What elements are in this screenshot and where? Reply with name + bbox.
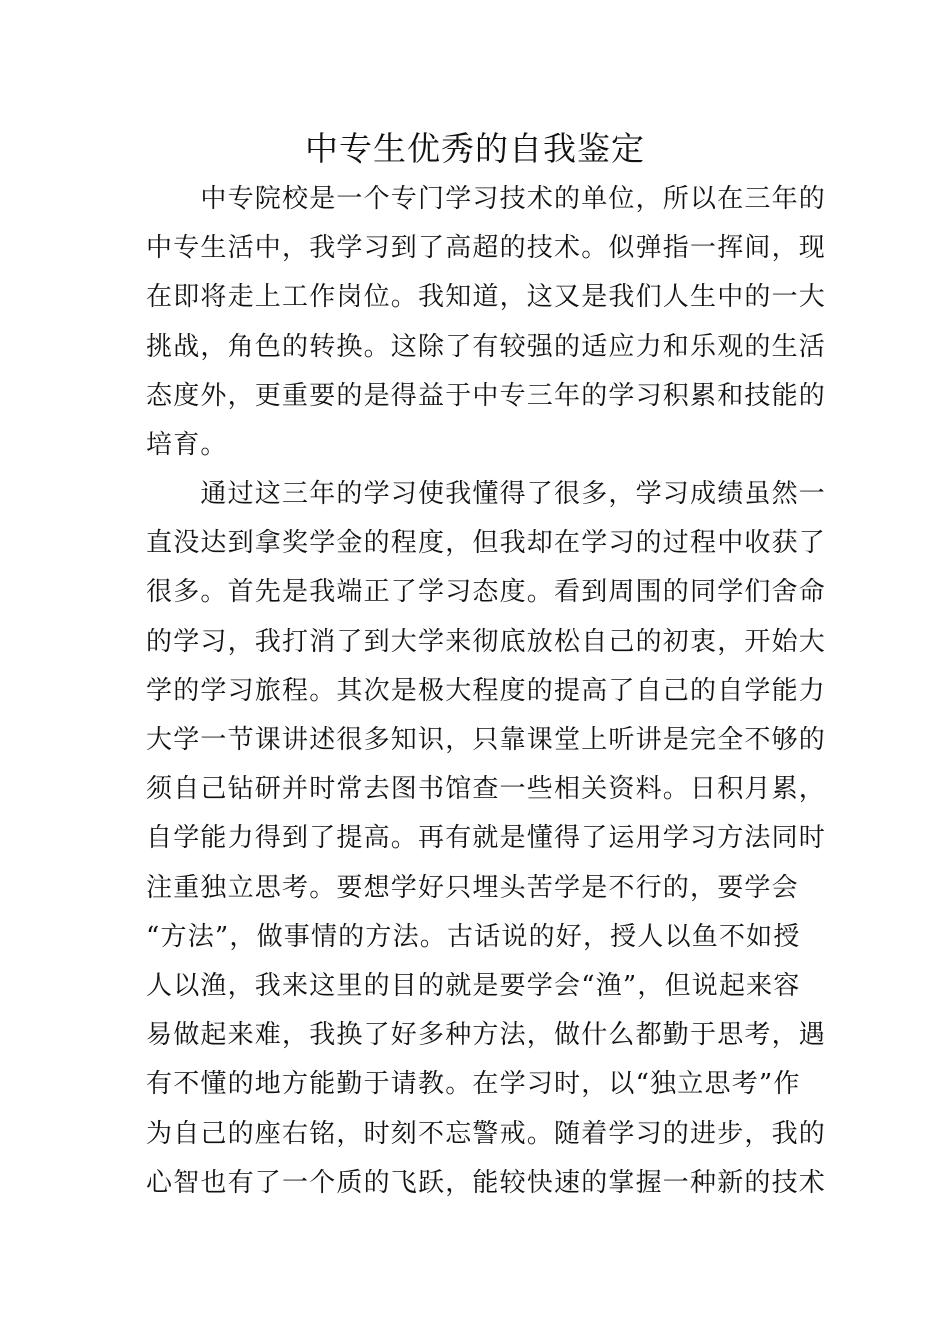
paragraph-line: 心智也有了一个质的飞跃，能较快速的掌握一种新的技术 xyxy=(146,1167,827,1198)
paragraph-line: 人以渔，我来这里的目的就是要学会“渔”，但说起来容 xyxy=(146,971,801,1002)
paragraph-line: 学的学习旅程。其次是极大程度的提高了自己的自学能力 xyxy=(146,675,827,706)
paragraph-1 xyxy=(146,175,827,470)
document-title: 中专生优秀的自我鉴定 xyxy=(305,129,645,168)
paragraph-line: 直没达到拿奖学金的程度，但我却在学习的过程中收获了 xyxy=(146,528,827,559)
paragraph-line: 为自己的座右铭，时刻不忘警戒。随着学习的进步，我的 xyxy=(146,1118,827,1149)
paragraph-line: 中专院校是一个专门学习技术的单位，所以在三年的 xyxy=(146,184,827,214)
paragraph-line: 挑战，角色的转换。这除了有较强的适应力和乐观的生活 xyxy=(146,331,827,362)
paragraph-line: “方法”，做事情的方法。古话说的好，授人以鱼不如授 xyxy=(146,921,801,952)
paragraph-line: 注重独立思考。要想学好只埋头苦学是不行的，要学会 xyxy=(146,872,799,903)
paragraph-line: 态度外，更重要的是得益于中专三年的学习积累和技能的 xyxy=(146,380,827,411)
paragraph-line: 易做起来难，我换了好多种方法，做什么都勤于思考，遇 xyxy=(146,1020,827,1051)
paragraph-line: 培育。 xyxy=(146,430,228,461)
paragraph-line: 的学习，我打消了到大学来彻底放松自己的初衷，开始大 xyxy=(146,626,827,657)
paragraph-line: 须自己钻研并时常去图书馆查一些相关资料。日积月累， xyxy=(146,774,827,805)
paragraph-line: 在即将走上工作岗位。我知道，这又是我们人生中的一大 xyxy=(146,282,827,313)
paragraph-line: 通过这三年的学习使我懂得了很多，学习成绩虽然一 xyxy=(146,479,827,509)
paragraph-line: 有不懂的地方能勤于请教。在学习时，以“独立思考”作 xyxy=(146,1069,801,1100)
paragraph-line: 很多。首先是我端正了学习态度。看到周围的同学们舍命 xyxy=(146,577,827,608)
paragraph-2 xyxy=(146,470,827,1208)
paragraph-line: 自学能力得到了提高。再有就是懂得了运用学习方法同时 xyxy=(146,823,827,854)
paragraph-line: 中专生活中，我学习到了高超的技术。似弹指一挥间，现 xyxy=(146,233,827,264)
paragraph-line: 大学一节课讲述很多知识，只靠课堂上听讲是完全不够的 xyxy=(146,725,827,756)
